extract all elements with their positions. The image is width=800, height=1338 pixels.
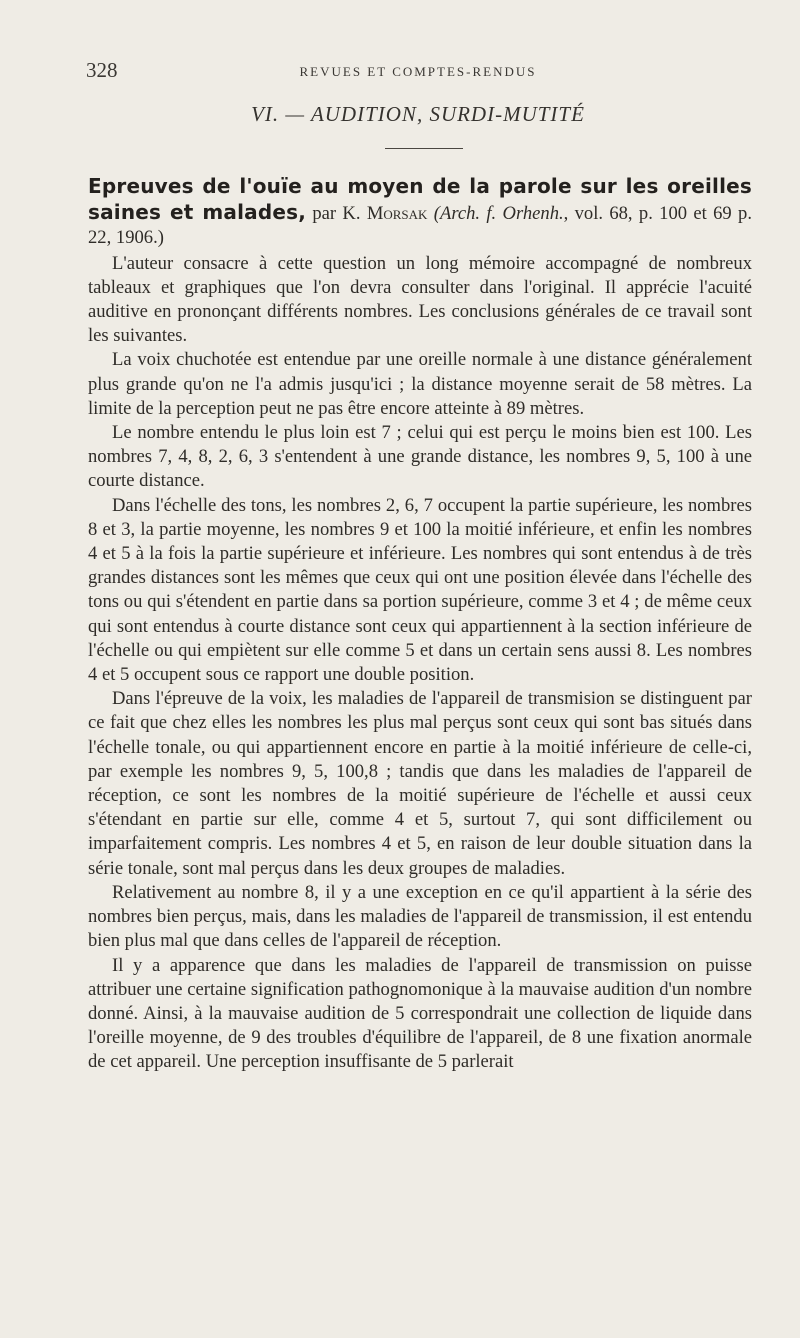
page-header	[86, 58, 750, 88]
paragraph: Dans l'épreuve de la voix, les maladies de l'appareil de transmision se distinguent par ce fait que chez elles les nombres les plus mal perçus sont ceux qui sont bas situés dans l'échelle tonale, ou qui appartiennent encore en partie à la moitié inférieure de celle-ci, par exemple les nombres 9, 5, 100,8 ; tandis que dans les maladies de l'appareil de réception, ce sont les nombres de la moitié supérieure de l'échelle et aussi ceux s'étendant en partie sur elle, comme 4 et 5, surtout 7, qui sont difficilement ou imparfaitement compris. Les nombres 4 et 5, en raison de leur double situation dans la série tonale, sont mal perçus dans les deux groupes de maladies.	[88, 688, 752, 879]
paragraph: Le nombre entendu le plus loin est 7 ; celui qui est perçu le moins bien est 100. Les nombres 7, 4, 8, 2, 6, 3 s'entendent à une grande distance, les nombres 9, 5, 100 à une courte distance.	[88, 422, 752, 492]
paragraph: L'auteur consacre à cette question un long mémoire accompagné de nombreux tableaux et graphiques que l'on devra consulter dans l'original. Il apprécie l'acuité auditive en prononçant différents nombres. Les conclusions générales de ce travail sont les suivantes.	[88, 252, 752, 347]
page-number: 328	[86, 58, 118, 82]
article-title: Epreuves de l'ouïe au moyen de la parole sur les oreilles saines et malades,	[88, 174, 752, 225]
paragraph: Relativement au nombre 8, il y a une exception en ce qu'il appartient à la série des nombres bien perçus, mais, dans les maladies de l'appareil de transmission, il est entendu bien plus mal que dans celles de l'appareil de réception.	[88, 881, 752, 952]
article-heading	[88, 174, 752, 251]
paragraph: Il y a apparence que dans les maladies de l'appareil de transmission on puisse attribuer une certaine signification pathognomonique à la mauvaise audition d'un nombre donné. Ainsi, à la mauvaise audition de 5 correspondrait une collection de liquide dans l'oreille moyenne, de 9 des troubles d'équilibre de l'appareil, de 8 une fixation anormale de cet appareil. Une perception insuffisante de 5 parlerait	[88, 954, 752, 1073]
article	[88, 174, 752, 1075]
section-rule	[385, 148, 463, 149]
article-citation-journal: (Arch. f. Orhenh.	[433, 203, 564, 225]
section-title: VI. — AUDITION, SURDI-MUTITÉ	[251, 102, 585, 126]
paragraph: La voix chuchotée est entendue par une oreille normale à une distance généralement plus grande qu'on ne l'a admis jusqu'ici ; la distance moyenne serait de 58 mètres. La limite de la perception peut ne pas être encore atteinte à 89 mètres.	[88, 349, 752, 419]
article-byline: par K.	[312, 203, 361, 225]
article-citation-details: , vol. 68, p. 100 et 69 p. 22, 1906.)	[88, 203, 752, 249]
article-author: Morsak	[366, 203, 428, 225]
paragraph: Dans l'échelle des tons, les nombres 2, 6, 7 occupent la partie supérieure, les nombres 8 et 3, la partie moyenne, les nombres 9 et 100 la moitié inférieure, et enfin les nombres 4 et 5 à la fois la partie supérieure et inférieure. Les nombres qui sont entendus à de très grandes distances sont les mêmes que ceux qui ont une position élevée dans l'échelle des tons ou qui s'étendent en partie dans sa portion supérieure, comme 3 et 4 ; de même ceux qui sont entendus à courte distance sont ceux qui appartiennent à la section inférieure de l'échelle ou qui empiètent sur elle comme 5 et dans un certain sens aussi 8. Les nombres 4 et 5 occupent sous ce rapport une double position.	[88, 494, 752, 686]
running-head: REVUES ET COMPTES-RENDUS	[299, 64, 537, 79]
